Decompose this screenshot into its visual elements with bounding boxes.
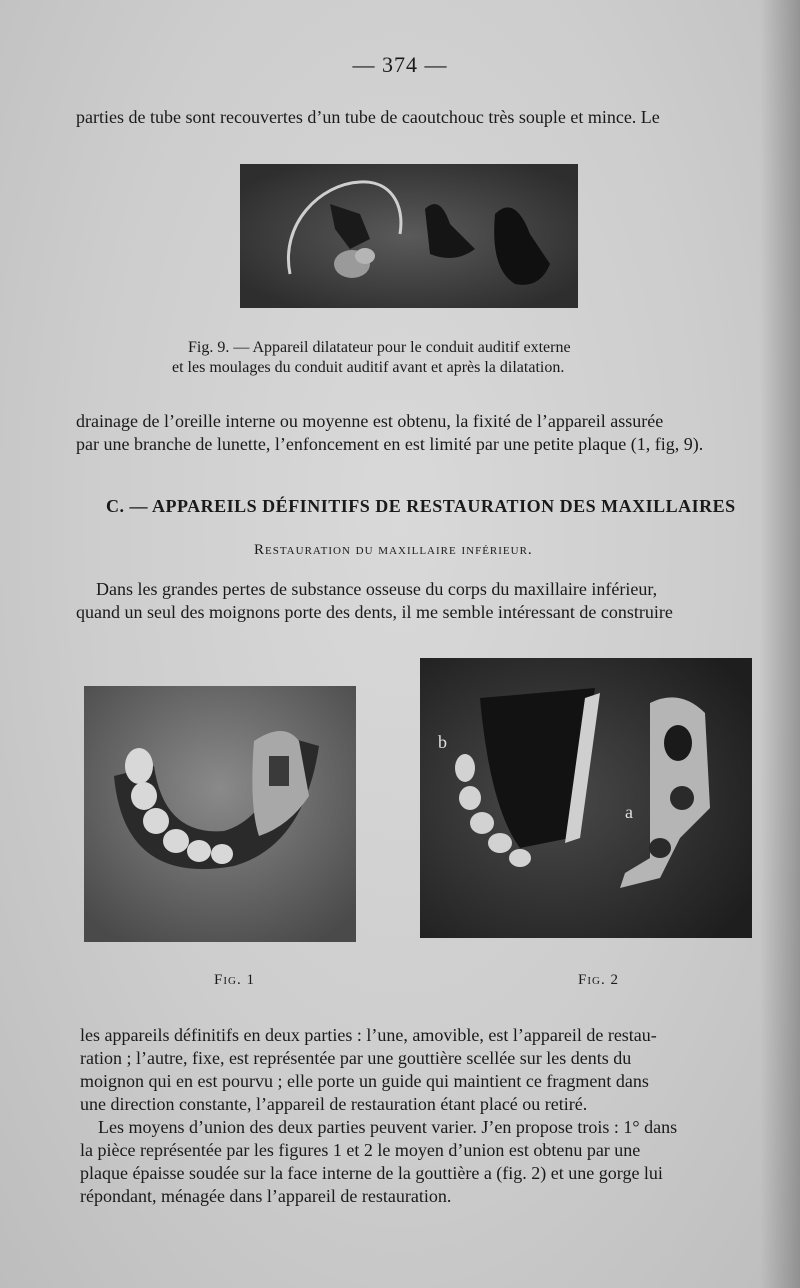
- figure-1-photo: [84, 686, 356, 942]
- text-line: ration ; l’autre, fixe, est représentée par une gouttière scellée sur les dents du: [80, 1048, 632, 1068]
- text-line: plaque épaisse soudée sur la face interne de la gouttière a (fig. 2) et une gorge lui: [80, 1163, 663, 1183]
- text-line: les appareils définitifs en deux parties : l’une, amovible, est l’appareil de restau-: [80, 1025, 657, 1045]
- ear-dilator-image: [240, 164, 578, 308]
- figure-1-label: Fig. 1: [214, 972, 255, 988]
- figure-2-mark-a: a: [625, 802, 633, 822]
- text-line: parties de tube sont recouvertes d’un tube de caoutchouc très souple et mince. Le: [76, 107, 660, 127]
- two-part-prosthesis-image: [420, 658, 752, 938]
- figure-9-caption-line2: et les moulages du conduit auditif avant et après la dilatation.: [172, 359, 565, 376]
- figure-2-photo: [420, 658, 752, 938]
- text-line: répondant, ménagée dans l’appareil de restauration.: [80, 1186, 452, 1206]
- text-line: par une branche de lunette, l’enfoncement en est limité par une petite plaque (1, fig, 9).: [76, 434, 704, 454]
- text-line: Dans les grandes pertes de substance osseuse du corps du maxillaire inférieur,: [96, 579, 658, 599]
- text-line: la pièce représentée par les figures 1 et 2 le moyen d’union est obtenu par une: [80, 1140, 641, 1160]
- jaw-prosthesis-image: [84, 686, 356, 942]
- text-line: moignon qui en est pourvu ; elle porte un guide qui maintient ce fragment dans: [80, 1071, 649, 1091]
- section-heading: C. — APPAREILS DÉFINITIFS DE RESTAURATION DES MAXILLAIRES: [106, 496, 736, 516]
- text-line: Les moyens d’union des deux parties peuvent varier. J’en propose trois : 1° dans: [98, 1117, 678, 1137]
- text-line: quand un seul des moignons porte des dents, il me semble intéressant de construire: [76, 602, 673, 622]
- page-number: — 374 —: [352, 52, 448, 77]
- figure-9-caption-line1: Fig. 9. — Appareil dilatateur pour le conduit auditif externe: [188, 339, 571, 356]
- text-line: drainage de l’oreille interne ou moyenne est obtenu, la fixité de l’appareil assurée: [76, 411, 664, 431]
- figure-9-photo: [240, 164, 578, 308]
- figure-2-label: Fig. 2: [578, 972, 619, 988]
- text-line: une direction constante, l’appareil de restauration étant placé ou retiré.: [80, 1094, 588, 1114]
- subheading: Restauration du maxillaire inférieur.: [254, 542, 533, 558]
- figure-2-mark-b: b: [438, 732, 447, 752]
